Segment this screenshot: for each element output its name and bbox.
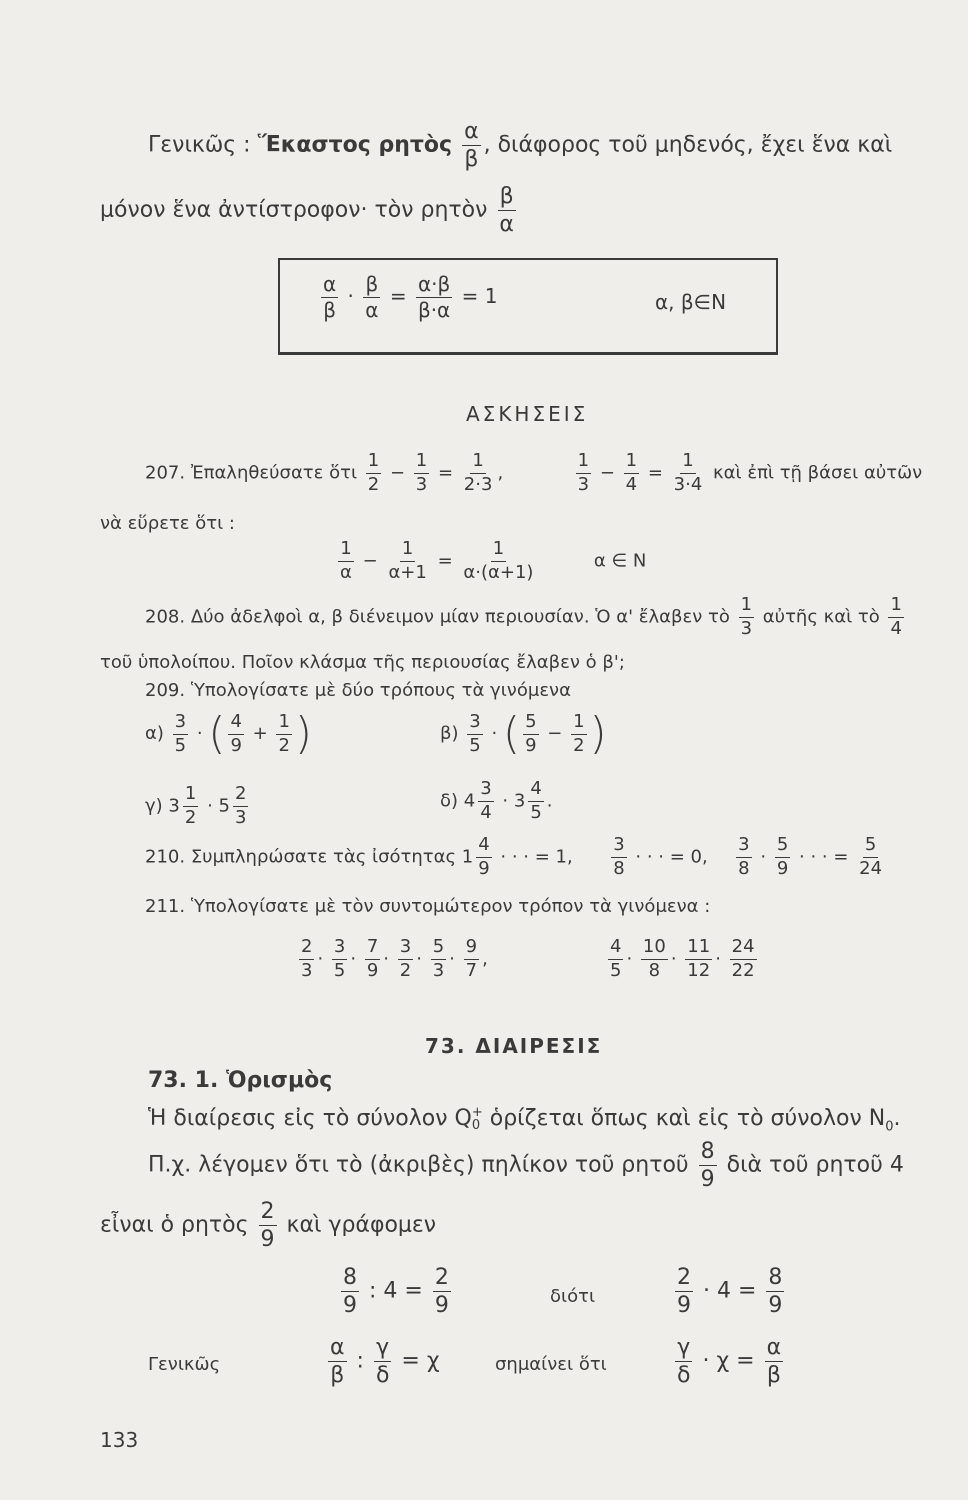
equation-b: $\frac{2}{9}$ · 4 = $\frac{8}{9}$ — [677, 1265, 783, 1319]
exercise-209-a: α) $\frac{3}{5}$ · ( $\frac{4}{9}$ + $\frac{1}{2}$ ) — [145, 708, 313, 759]
equation-c: $\frac{\alpha}{\beta}$ : $\frac{\gamma}{\delta}$ = χ — [330, 1335, 440, 1389]
page-number: 133 — [100, 1428, 139, 1452]
intro-line-1 — [148, 120, 892, 171]
fraction: $\frac{\beta}{\alpha}$ — [499, 184, 514, 238]
intro-rest: , διάφορος τοῦ μηδενός, ἔχει ἕνα καὶ — [483, 132, 893, 158]
exercise-209-g: γ) 3 $\frac{1}{2}$ · 5 $\frac{2}{3}$ — [145, 783, 247, 828]
exercise-211-group-2: $\frac{4}{5}$ · $\frac{10}{8}$ · $\frac{11}{12}$ · $\frac{24}{22}$ — [610, 936, 755, 981]
exercise-207-line-2: νὰ εὕρετε ὅτι : — [100, 513, 235, 534]
box-condition: α, β∈N — [655, 290, 727, 314]
equation-d: $\frac{\gamma}{\delta}$ · χ = $\frac{\alpha}{\beta}$ — [677, 1335, 782, 1389]
section-title: 73. ΔΙΑΙΡΕΣΙΣ — [425, 1034, 603, 1058]
because-label: διότι — [550, 1286, 596, 1307]
exercise-207-formula: $\frac{1}{\alpha}$ − $\frac{1}{\alpha+1}$ = $\frac{1}{\alpha\cdot(\alpha+1)}$ α ∈ N — [340, 538, 647, 583]
box-formula: $\frac{\alpha}{\beta}$ · $\frac{\beta}{\alpha}$ = $\frac{\alpha\cdot\beta}{\beta\cdot\alpha}$ = 1 — [323, 272, 498, 322]
intro-prefix: Γενικῶς : — [148, 132, 258, 158]
intro-bold: Ἕκαστος ρητὸς — [257, 132, 453, 158]
fraction: $\frac{\alpha}{\beta}$ — [464, 119, 479, 173]
means-label: σημαίνει ὅτι — [495, 1354, 607, 1375]
intro-line-2-text: μόνον ἕνα ἀντίστροφον· τὸν ρητὸν — [100, 197, 488, 223]
exercise-211: 211. Ὑπολογίσατε μὲ τὸν συντομώτερον τρόπον τὰ γινόμενα : — [145, 896, 711, 917]
paragraph-2: Π.χ. λέγομεν ὅτι τὸ (ἀκριβὲς) πηλίκον τοῦ ρητοῦ $\frac{8}{9}$ διὰ τοῦ ρητοῦ 4 — [148, 1139, 904, 1193]
exercise-210: 210. Συμπληρώσατε τὰς ἰσότητας 1 $\frac{4}{9}$ · · · = 1, $\frac{3}{8}$ · · · = 0, $\frac{3}{8}$ · $\frac{5}{9}$ · · · = $\frac{5}{24}$ — [145, 834, 883, 879]
exercise-209-d: δ) 4 $\frac{3}{4}$ · 3 $\frac{4}{5}$ . — [440, 778, 553, 823]
exercise-209: 209. Ὑπολογίσατε μὲ δύο τρόπους τὰ γινόμενα — [145, 680, 571, 701]
section-subtitle: 73. 1. Ὁρισμὸς — [148, 1068, 333, 1093]
exercises-heading: ΑΣΚΗΣΕΙΣ — [466, 402, 589, 426]
intro-line-2 — [100, 185, 519, 236]
paragraph-1: Ἡ διαίρεσις εἰς τὸ σύνολον Q + 0 ὁρίζεται ὅπως καὶ εἰς τὸ σύνολον $N_0$. — [148, 1105, 901, 1135]
equation-a: $\frac{8}{9}$ : 4 = $\frac{2}{9}$ — [343, 1265, 449, 1319]
exercise-208-line-2: τοῦ ὑπολοίπου. Ποῖον κλάσμα τῆς περιουσίας ἔλαβεν ὁ β'; — [100, 652, 625, 673]
exercise-211-group-1: $\frac{2}{3}$ · $\frac{3}{5}$ · $\frac{7}{9}$ · $\frac{3}{2}$ · $\frac{5}{3}$ · $\frac{9}{7}$ , — [301, 936, 488, 981]
exercise-209-b: β) $\frac{3}{5}$ · ( $\frac{5}{9}$ − $\frac{1}{2}$ ) — [440, 708, 607, 759]
exercise-208: 208. Δύο ἀδελφοὶ α, β διένειμον μίαν περιουσίαν. Ὁ α' ἔλαβεν τὸ $\frac{1}{3}$ αὐτῆς καὶ τὸ $\frac{1}{4}$ — [145, 594, 902, 639]
general-label: Γενικῶς — [148, 1354, 221, 1375]
exercise-207: 207. Ἐπαληθεύσατε ὅτι $\frac{1}{2}$ − $\frac{1}{3}$ = $\frac{1}{2\cdot 3}$ , $\frac{1}{3}$ − $\frac{1}{4}$ = $\frac{1}{3\cdot 4}$ καὶ ἐπὶ τῇ βάσει αὐτῶν — [145, 450, 923, 495]
paragraph-3: εἶναι ὁ ρητὸς $\frac{2}{9}$ καὶ γράφομεν — [100, 1199, 437, 1253]
